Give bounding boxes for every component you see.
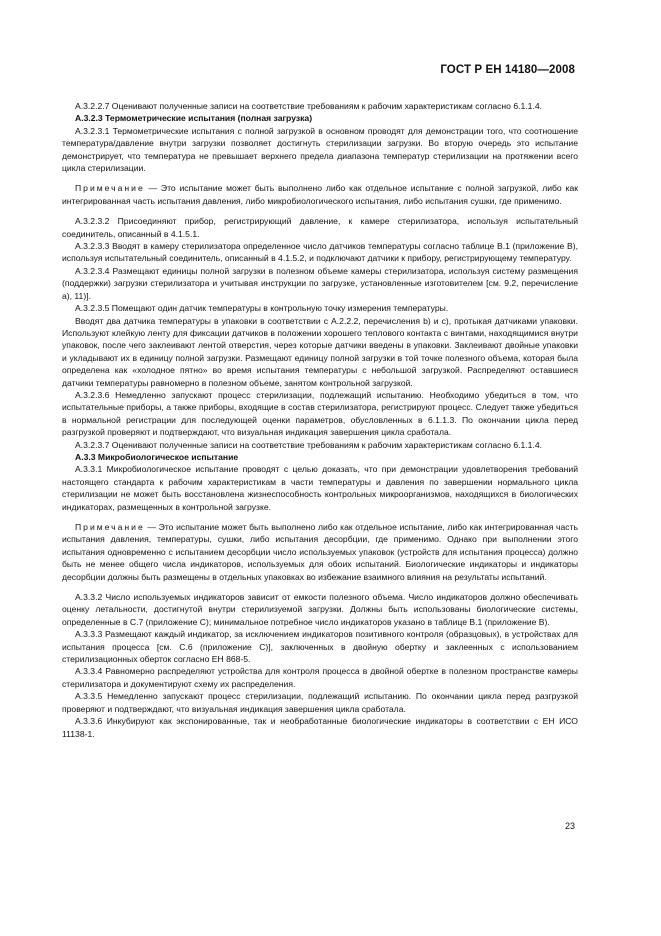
clause-a3234: А.3.2.3.4 Размещают единицы полной загрузки в полезном объеме камеры стерилизатора, используя систему размещения (поддержки) загрузки стерилизатора и учитывая инструкции по загрузке, установленные изготовителем [см. 9.2, перечисление а), 11)].	[62, 265, 578, 301]
document-id-header: ГОСТ Р ЕН 14180—2008	[440, 64, 575, 76]
document-body	[62, 100, 578, 740]
clause-a3237: А.3.2.3.7 Оценивают полученные записи на соответствие требованиям к рабочим характеристикам согласно 6.1.1.4.	[75, 439, 543, 450]
clause-a335: А.3.3.5 Немедленно запускают процесс стерилизации, подлежащий испытанию. По окончании цикла перед разгрузкой проверяют и подтверждают, что визуальная индикация завершения цикла сработала.	[62, 691, 578, 714]
page-number: 23	[564, 821, 575, 831]
note-label: Примечание	[75, 522, 145, 532]
note-2	[62, 521, 578, 583]
heading-a323: А.3.2.3 Термометрические испытания (полная загрузка)	[75, 113, 313, 124]
clause-a3235-cont: Вводят два датчика температуры в упаковки в соответствии с А.2.2.2, перечисления b) и с), протыкая датчиками упаковки. Используют клейкую ленту для фиксации датчиков в положении хорошего теплового контакта с винтами, находящимися внутри упаковок, после чего заклеивают лентой отверстия, через которые датчики введены в упаковки. Заклеивают двойные упаковки и укладывают их в единицу полной загрузки. Размещают единицу полной загрузки в той точке полезного объема, которая была определена как «холодное пятно» во время испытания температуры с небольшой загрузкой. Распределяют оставшиеся датчики температуры равномерно в полезном объеме, занятом контрольной загрузкой.	[62, 315, 578, 388]
clause-a3236: А.3.2.3.6 Немедленно запускают процесс стерилизации, подлежащий испытанию. Необходимо убедиться в том, что испытательные приборы, а также приборы, входящие в состав стерилизатора, регистрируют процесс. Следует также убедиться в нормальной регистрации для последующей оценки параметров, обусловленных в 6.1.1.3. По окончании цикла перед разгрузкой проверяют и подтверждают, что визуальная индикация завершения цикла сработала.	[62, 389, 578, 438]
clause-a3235: А.3.2.3.5 Помещают один датчик температуры в контрольную точку измерения температуры.	[75, 303, 449, 314]
clause-a331: А.3.3.1 Микробиологическое испытание проводят с целью доказать, что при демонстрации удовлетворения требований настоящего стандарта к рабочим характеристикам в части температуры и давления по завершении нормального цикла стерилизации не может быть восстановлена жизнеспособность контрольных микроорганизмов, находящихся в биологических индикаторах, размещенных в контрольной загрузке.	[62, 464, 578, 512]
clause-a336: А.3.3.6 Инкубируют как экспонированные, так и необработанные биологические индикаторы в соответствии с ЕН ИСО 11138-1.	[62, 716, 578, 739]
note-text: — Это испытание может быть выполнено либо как отдельное испытание с полной загрузкой, либо как интегрированная часть испытания давления, либо микробиологического испытания, либо испытания сушки, где применимо.	[62, 183, 578, 206]
clause-a334: А.3.3.4 Равномерно распределяют устройства для контроля процесса в двойной обертке в полезном пространстве камеры стерилизатора и документируют схему их распределения.	[62, 666, 578, 689]
note-text: — Это испытание может быть выполнено либо как отдельное испытание, либо как интегрированная часть испытания давления, температуры, сушки, либо испытания десорбции, где применимо. Однако при выполнении этого испытания одновременно с испытанием десорбции число используемых упаковок (устройств для испытания процесса) должно быть не менее общего числа индикаторов, используемых для обоих испытаний. Биологические индикаторы и индикаторы десорбции должны быть размещены в отдельных упаковках во избежание взаимного влияния на результаты испытаний.	[62, 522, 578, 582]
note-1	[62, 182, 578, 207]
clause-a3227: А.3.2.2.7 Оценивают полученные записи на соответствие требованиям к рабочим характеристикам согласно 6.1.1.4.	[75, 101, 543, 111]
clause-a3233: А.3.2.3.3 Вводят в камеру стерилизатора определенное число датчиков температуры согласно таблице В.1 (приложение В), используя испытательный соединитель, описанный в 4.1.5.2, и подключают датчики к прибору, регистрирующему температуру.	[62, 241, 578, 264]
clause-a3232: А.3.2.3.2 Присоединяют прибор, регистрирующий давление, к камере стерилизатора, используя испытательный соединитель, описанный в 4.1.5.1.	[62, 216, 578, 239]
note-label: Примечание	[75, 183, 145, 194]
heading-a33: А.3.3 Микробиологическое испытание	[75, 451, 239, 462]
clause-a3231: А.3.2.3.1 Термометрические испытания с полной загрузкой в основном проводят для демонстрации того, что соотношение температура/давление внутри загрузки позволяет достигнуть стерилизации загрузки. Во вторую очередь это испытание демонстрирует, что температура не превышает верхнего предела диапазона температур стерилизации на протяжении всего цикла стерилизации.	[62, 125, 578, 174]
clause-a332: А.3.3.2 Число используемых индикаторов зависит от емкости полезного объема. Число индикаторов должно обеспечивать оценку летальности, достигнутой внутри стерилизуемой загрузки. Должны быть использованы биологические системы, определенные в С.7 (приложение С); минимальное потребное число индикаторов указано в таблице В.1 (приложение В).	[62, 592, 578, 627]
clause-a333: А.3.3.3 Размещают каждый индикатор, за исключением индикаторов позитивного контроля (образцовых), в устройствах для испытания процесса [см. С.6 (приложение С)], заключенных в двойную обертку и заклеенных с использованием стерилизационных оберток согласно ЕН 868-5.	[62, 629, 578, 665]
